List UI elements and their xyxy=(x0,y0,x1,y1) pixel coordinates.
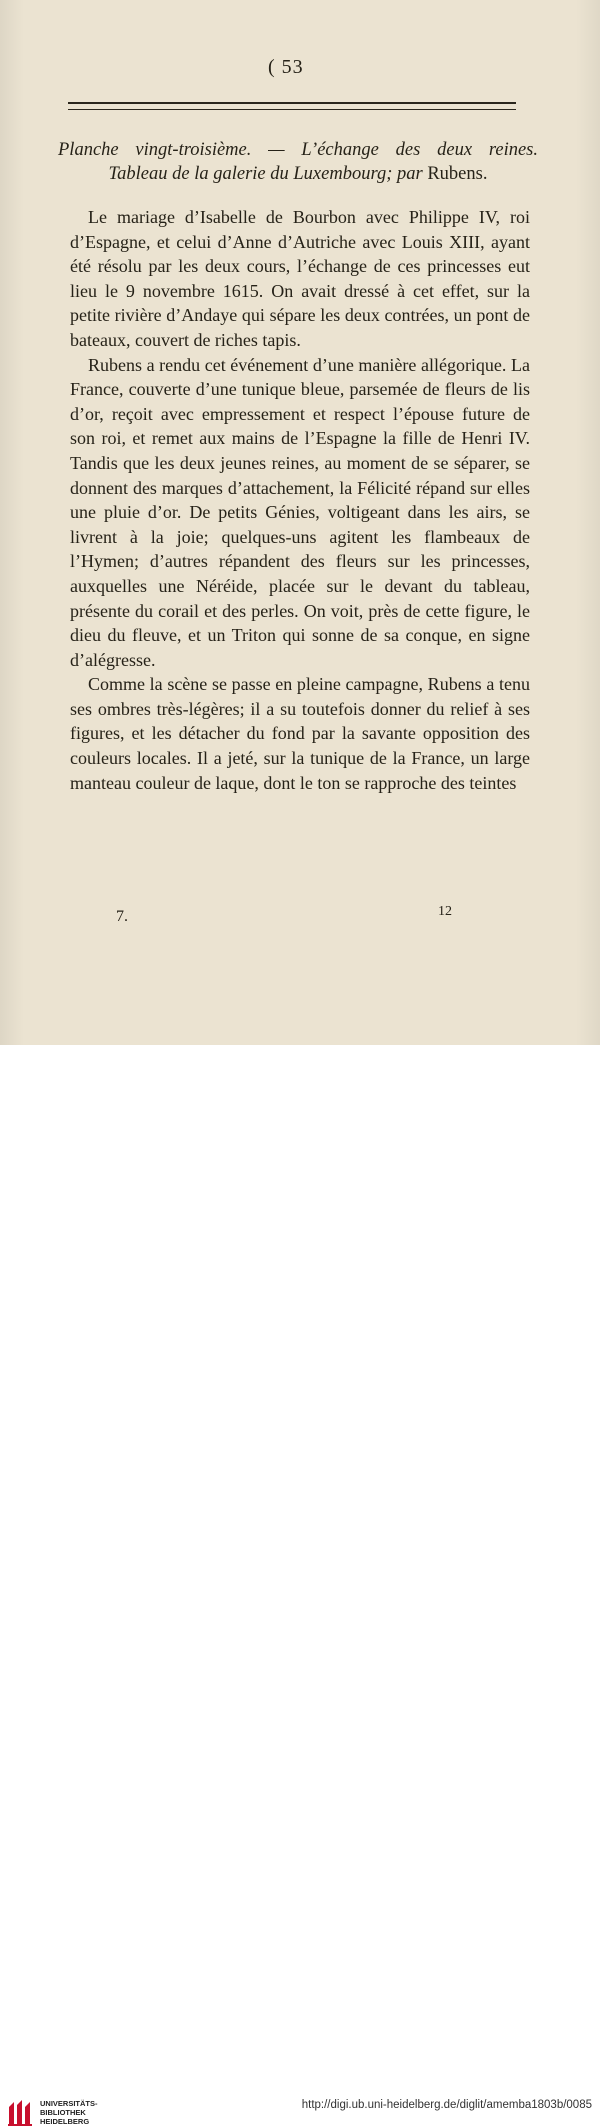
signature-mark: 7. xyxy=(116,908,128,925)
caption-painting-title: Tableau de la galerie du Luxembourg; par xyxy=(108,164,423,184)
header-rule-thin xyxy=(68,109,516,110)
paragraph-2: Rubens a rendu cet événement d’une manière allégorique. La France, couverte d’une tunique bleue, parsemée de fleurs de lis d’or, reçoit avec empressement et respect l’épouse future de son roi, et remet aux mains de l’Espagne la fille de Henri IV. Tandis que les deux jeunes reines, au moment de se séparer, se donnent des marques d’attachement, la Félicité répand sur elles une pluie d’or. De petits Génies, voltigeant dans les airs, se livrent à la joie; quelques-uns agitent les flambeaux de l’Hymen; d’autres répandent des fleurs sur les princesses, auxquelles une Néréide, placée sur le devant du tableau, présente du corail et des perles. On voit, près de cette figure, le dieu du fleuve, et un Triton qui sonne de sa conque, en signe d’alégresse. xyxy=(70,354,530,670)
body-text xyxy=(70,205,530,795)
plate-caption xyxy=(58,138,538,186)
university-library-logo-icon[interactable] xyxy=(6,2097,36,2127)
scanned-page xyxy=(0,0,600,1045)
source-url-link[interactable]: http://digi.ub.uni-heidelberg.de/diglit/amemba1803b/0085 xyxy=(301,2099,592,2111)
paragraph-1: Le mariage d’Isabelle de Bourbon avec Philippe IV, roi d’Espagne, et celui d’Anne d’Autriche avec Louis XIII, ayant été résolu par les deux cours, l’échange de ces princesses eut lieu le 9 novembre 1615. On avait dressé à cet effet, sur la petite rivière d’Andaye qui sépare les deux contrées, un pont de bateaux, couvert de riches tapis. xyxy=(70,207,530,350)
caption-line-1: Planche vingt-troisième. — L’échange des deux reines. xyxy=(58,140,538,160)
header-rule-thick xyxy=(68,102,516,104)
page-number: ( 53 xyxy=(268,56,304,78)
caption-artist: Rubens. xyxy=(427,164,488,184)
library-name-line-2: BIBLIOTHEK xyxy=(40,2108,86,2117)
library-name[interactable] xyxy=(40,2099,98,2126)
library-name-line-1: UNIVERSITÄTS- xyxy=(40,2099,98,2108)
sheet-number: 12 xyxy=(438,904,452,919)
paragraph-3: Comme la scène se passe en pleine campagne, Rubens a tenu ses ombres très-légères; il a su toutefois donner du relief à ses figures, et les détacher du fond par la savante opposition des couleurs locales. Il a jeté, sur la tunique de la France, un large manteau couleur de laque, dont le ton se rapproche des teintes xyxy=(70,674,530,793)
viewer-footer xyxy=(0,1045,600,2126)
library-name-line-3: HEIDELBERG xyxy=(40,2117,90,2126)
caption-line-2 xyxy=(58,162,538,186)
